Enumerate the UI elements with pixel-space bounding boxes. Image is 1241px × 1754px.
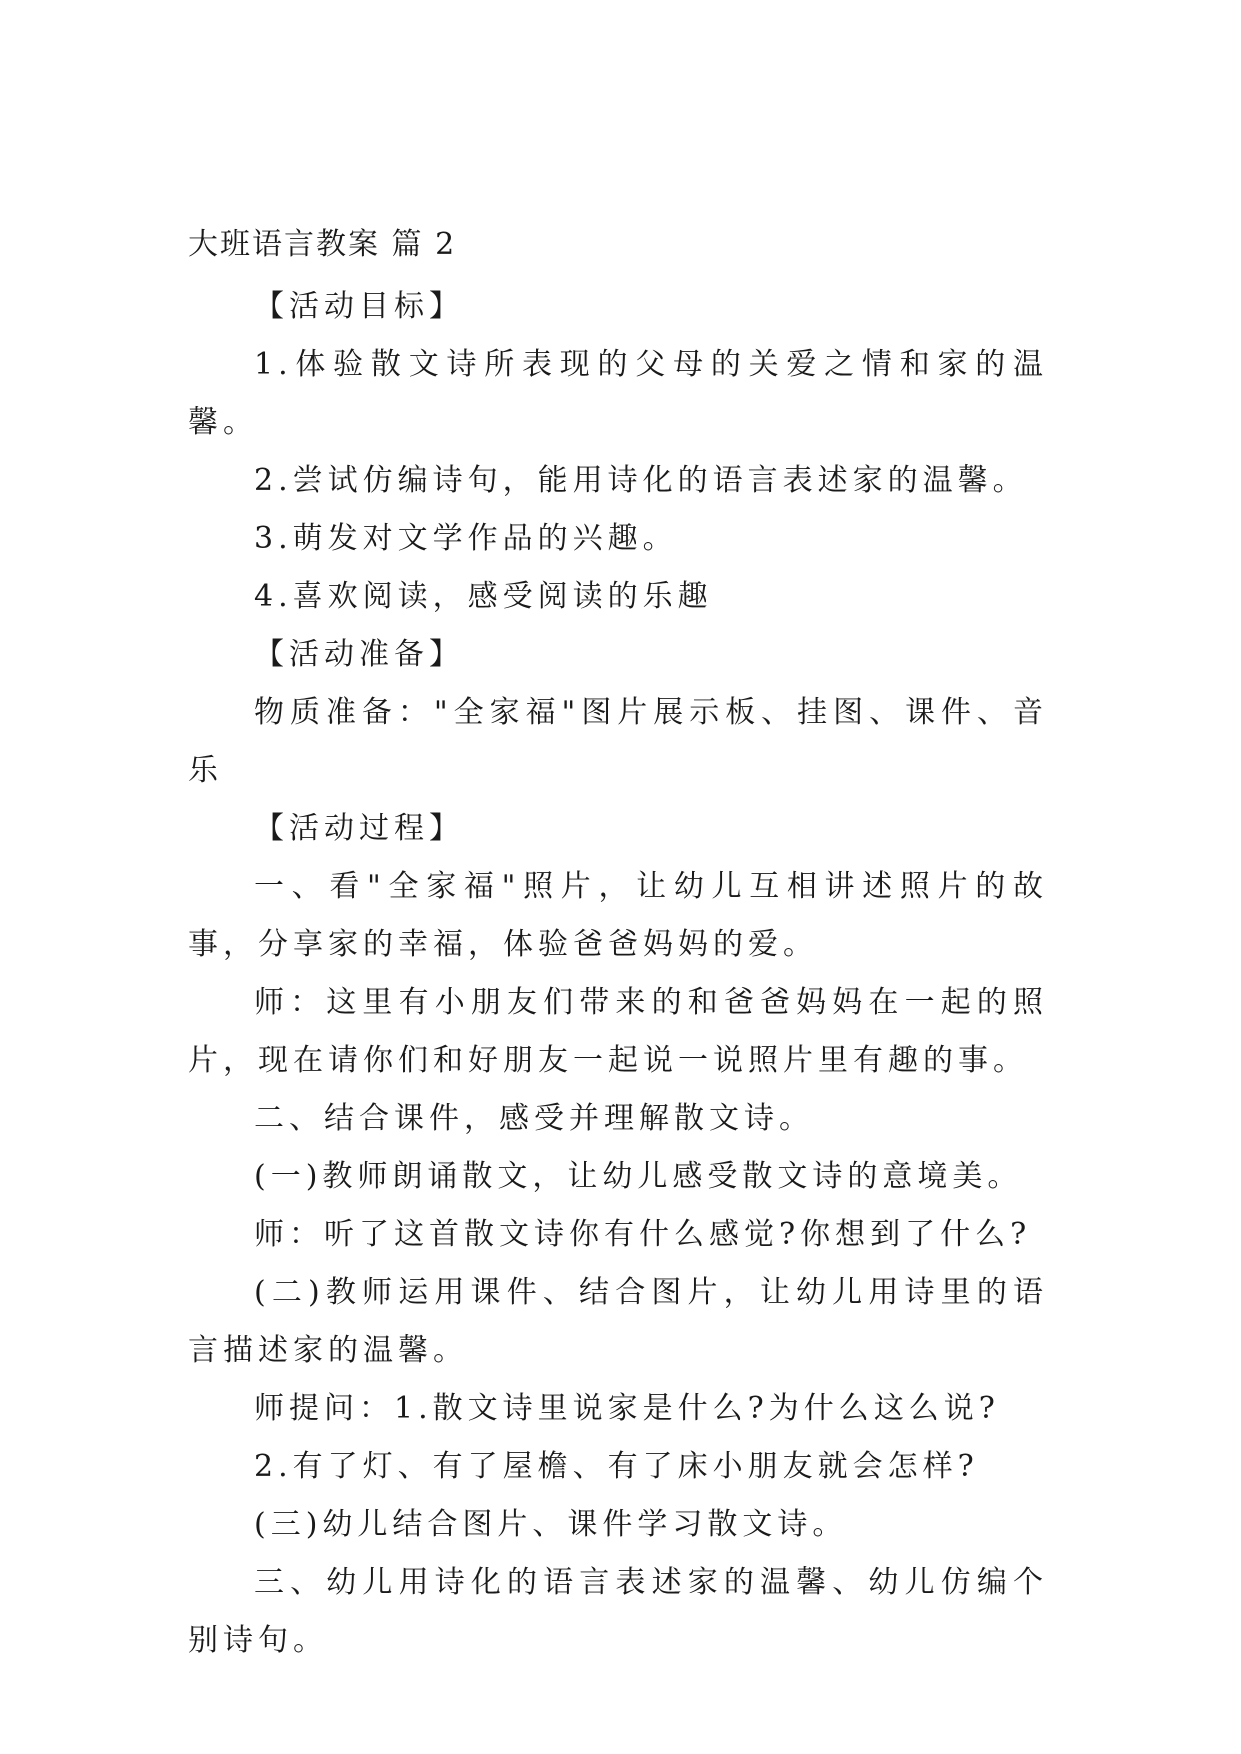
process-paragraph: 一、看"全家福"照片，让幼儿互相讲述照片的故事，分享家的幸福，体验爸爸妈妈的爱。 bbox=[188, 869, 1048, 962]
preparation-text: 物质准备："全家福"图片展示板、挂图、课件、音乐 bbox=[188, 695, 1048, 788]
section-heading-process: 【活动过程】 bbox=[254, 811, 464, 846]
process-paragraph: 三、幼儿用诗化的语言表述家的温馨、幼儿仿编个别诗句。 bbox=[188, 1565, 1048, 1658]
process-paragraph: (一)教师朗诵散文，让幼儿感受散文诗的意境美。 bbox=[254, 1159, 1023, 1194]
process-paragraph: 二、结合课件，感受并理解散文诗。 bbox=[254, 1101, 814, 1136]
process-paragraph: (三)幼儿结合图片、课件学习散文诗。 bbox=[254, 1507, 848, 1542]
goal-item: 4.喜欢阅读，感受阅读的乐趣 bbox=[254, 579, 713, 614]
goal-item: 3.萌发对文学作品的兴趣。 bbox=[254, 521, 678, 556]
section-heading-preparation: 【活动准备】 bbox=[254, 637, 464, 672]
process-paragraph: 2.有了灯、有了屋檐、有了床小朋友就会怎样? bbox=[254, 1449, 979, 1484]
process-paragraph: 师：听了这首散文诗你有什么感觉?你想到了什么? bbox=[254, 1217, 1032, 1252]
process-paragraph: (二)教师运用课件、结合图片，让幼儿用诗里的语言描述家的温馨。 bbox=[188, 1275, 1048, 1368]
goal-item: 1.体验散文诗所表现的父母的关爱之情和家的温馨。 bbox=[188, 347, 1048, 440]
process-paragraph: 师提问：1.散文诗里说家是什么?为什么这么说? bbox=[254, 1391, 1000, 1426]
document-body bbox=[188, 278, 1048, 1670]
process-paragraph: 师：这里有小朋友们带来的和爸爸妈妈在一起的照片，现在请你们和好朋友一起说一说照片里有趣的事。 bbox=[188, 985, 1048, 1078]
document-title: 大班语言教案 篇 2 bbox=[188, 227, 457, 262]
section-heading-goals: 【活动目标】 bbox=[254, 289, 464, 324]
goal-item: 2.尝试仿编诗句，能用诗化的语言表述家的温馨。 bbox=[254, 463, 1028, 498]
